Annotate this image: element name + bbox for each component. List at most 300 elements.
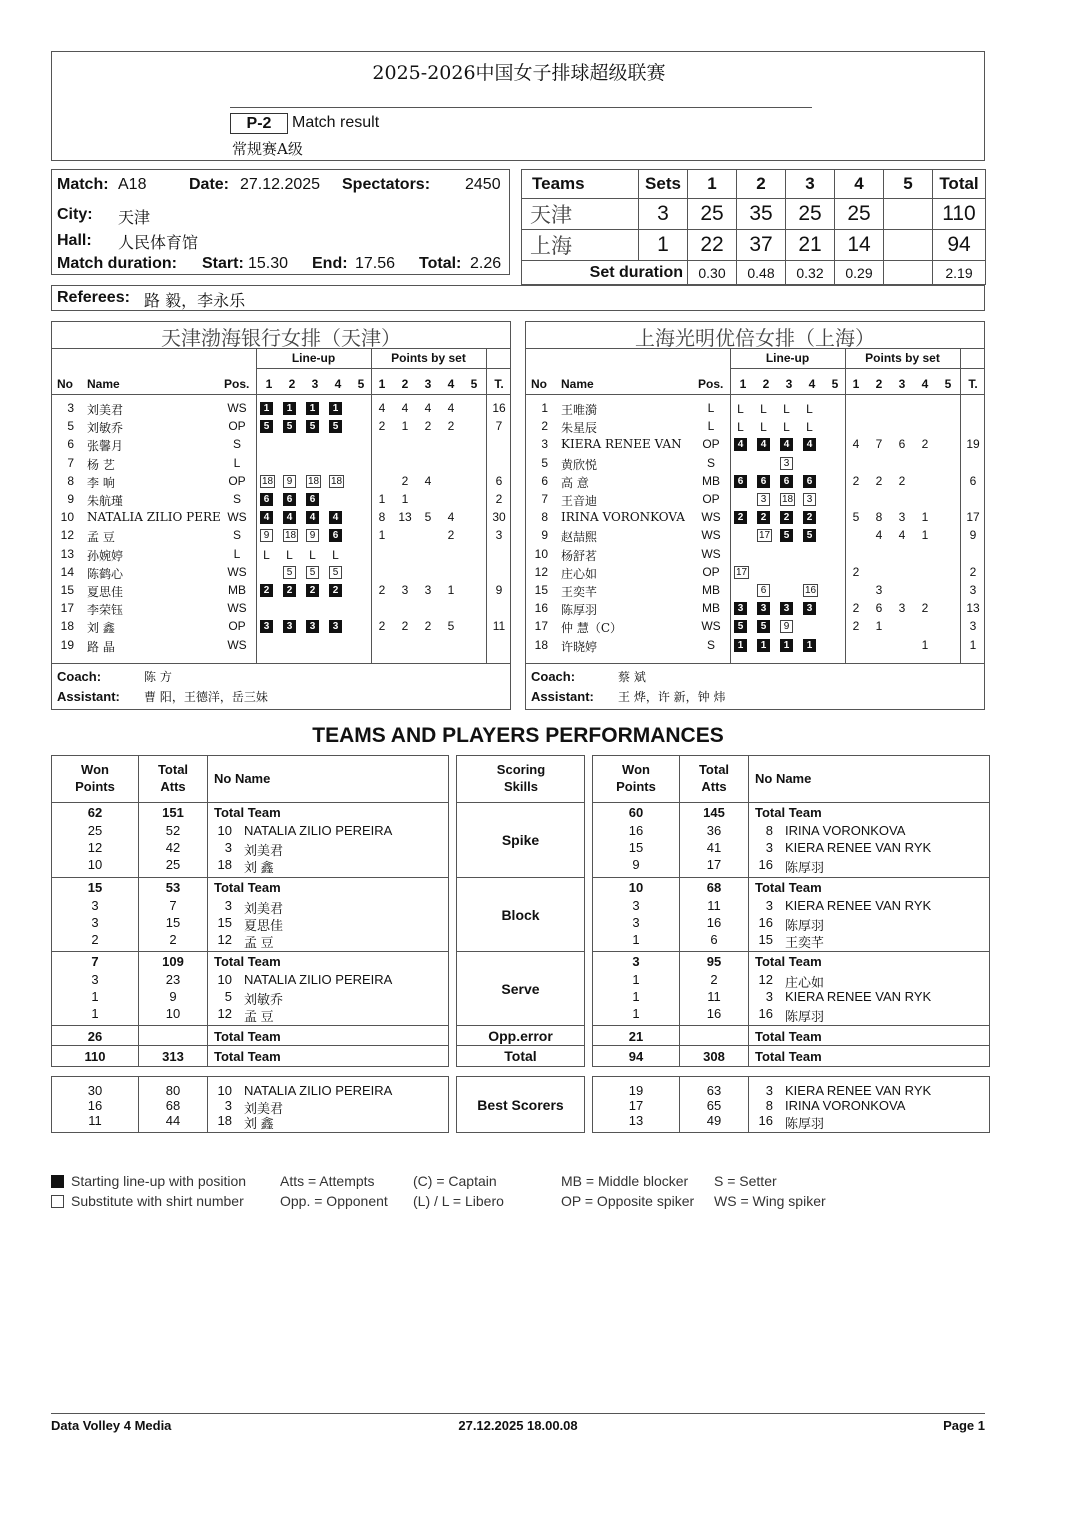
player-set-points: 2 (852, 619, 860, 634)
player-total-points: 19 (966, 437, 980, 452)
score-cell: 37 (737, 230, 786, 261)
lineup-starting-position: 4 (757, 438, 770, 451)
lineup-starting-position: 6 (803, 475, 816, 488)
perf-won-points: 3 (91, 972, 99, 987)
perf-player-name: 刘敏乔 (244, 992, 284, 1007)
perf-total-atts: 6 (710, 932, 718, 947)
player-total-points: 6 (495, 473, 503, 488)
player-number: 18 (60, 619, 74, 634)
lineup-starting-position: 4 (780, 438, 793, 451)
total-label: Total: (419, 255, 462, 272)
player-set-points: 4 (447, 510, 455, 525)
coach-divider (52, 663, 510, 664)
perf-won-points: 1 (632, 972, 640, 987)
lineup-starting-position: 5 (283, 420, 296, 433)
player-number: 7 (541, 492, 548, 506)
player-position: WS (701, 546, 721, 561)
score-cell (884, 230, 933, 261)
lineup-libero: L (760, 420, 767, 435)
score-header-set1: 1 (688, 170, 737, 199)
perf-won-points: 1 (91, 1006, 99, 1021)
scoring-skills-column (456, 755, 585, 1067)
legend-item: MB = Middle blocker (561, 1173, 689, 1189)
match-label: Match: (57, 176, 109, 193)
player-position: WS (227, 601, 247, 616)
player-set-points: 3 (898, 510, 906, 525)
perf-player-number: 12 (758, 972, 773, 987)
legend-item: (L) / L = Libero (413, 1193, 504, 1209)
lineup-starting-position: 5 (734, 620, 747, 633)
perf-player-name: KIERA RENEE VAN RYK (785, 989, 932, 1004)
referees-label: Referees: (57, 289, 130, 306)
city-value: 天津 (118, 208, 151, 227)
player-set-points: 2 (447, 528, 455, 543)
perf-player-number: 15 (758, 932, 773, 947)
player-position: WS (227, 637, 247, 652)
player-position: OP (702, 564, 720, 579)
perf-player-number: 5 (224, 989, 232, 1004)
perf-won-points: 12 (87, 840, 103, 855)
player-name: 路 晶 (87, 639, 115, 654)
total-atts: 313 (162, 1049, 184, 1064)
perf-player-name: IRINA VORONKOVA (785, 823, 906, 838)
lineup-starting-position: 2 (734, 511, 747, 524)
player-name: 张馨月 (87, 439, 124, 454)
team-title: 天津渤海银行女排（天津） (161, 326, 401, 350)
col-header-no: No (531, 377, 547, 391)
score-cell: 25 (835, 199, 884, 230)
lineup-substitute: 6 (757, 584, 770, 597)
column-divider (256, 348, 257, 663)
player-name: 朱星辰 (561, 421, 598, 436)
player-position: MB (228, 583, 246, 597)
player-total-points: 2 (495, 492, 503, 506)
perf-player-number: 3 (765, 898, 773, 913)
section-divider (593, 877, 989, 878)
date-label: Date: (189, 176, 230, 193)
col-header-lineup-set: 5 (357, 377, 365, 391)
perf-won-points: 3 (632, 954, 640, 969)
player-number: 2 (541, 419, 548, 434)
section-divider (457, 802, 584, 803)
player-name: 陈鹤心 (87, 566, 124, 581)
best-scorer-atts: 49 (706, 1113, 722, 1128)
player-number: 6 (541, 473, 548, 488)
away-performance-table (592, 755, 990, 1067)
player-set-points: 1 (447, 583, 455, 597)
column-divider (486, 348, 487, 663)
player-total-points: 11 (492, 619, 506, 634)
section-divider (457, 1045, 584, 1046)
best-scorer-name: 陈厚羽 (785, 1116, 825, 1131)
player-set-points: 2 (447, 419, 455, 434)
footer-software: Data Volley 4 Media (51, 1418, 172, 1433)
lineup-substitute: 5 (329, 566, 342, 579)
header-no-name: No Name (755, 771, 812, 786)
skill-label: Spike (501, 832, 540, 848)
player-number: 8 (541, 510, 548, 525)
player-position: S (706, 637, 715, 652)
player-position: MB (702, 601, 720, 616)
perf-player-name: Total Team (755, 954, 822, 969)
set-duration-cell: 0.30 (688, 261, 737, 285)
best-scorer-number: 8 (765, 1098, 773, 1113)
assistant-label: Assistant: (57, 689, 120, 704)
player-total-points: 17 (966, 510, 980, 525)
lineup-starting-position: 5 (329, 420, 342, 433)
player-set-points: 7 (875, 437, 883, 452)
player-number: 1 (541, 401, 548, 415)
player-number: 19 (60, 637, 74, 652)
column-divider (748, 1077, 749, 1132)
player-name: 李 响 (87, 475, 115, 490)
col-header-points-set: 1 (378, 377, 386, 391)
col-header-pos: Pos. (698, 377, 724, 391)
perf-total-atts: 36 (706, 823, 722, 838)
lineup-libero: L (286, 547, 293, 562)
lineup-starting-position: 3 (734, 602, 747, 615)
player-set-points: 1 (378, 492, 386, 506)
player-total-points: 1 (969, 637, 977, 652)
total-points: 94 (628, 1049, 644, 1064)
score-team-home: 天津 (522, 199, 639, 230)
column-divider (679, 1077, 680, 1132)
col-header-total: T. (494, 377, 504, 391)
set-duration-cell: 0.32 (786, 261, 835, 285)
perf-player-name: KIERA RENEE VAN RYK (785, 898, 932, 913)
lineup-starting-position: 4 (329, 511, 342, 524)
lineup-substitute: 9 (306, 529, 319, 542)
best-scorer-points: 30 (87, 1083, 103, 1098)
col-header-lineup-set: 2 (288, 377, 296, 391)
best-scorer-points: 16 (87, 1098, 103, 1113)
best-scorer-number: 18 (217, 1113, 232, 1128)
player-total-points: 13 (966, 601, 980, 616)
perf-player-name: 陈厚羽 (785, 860, 825, 875)
player-number: 17 (534, 619, 548, 634)
header-no-name: No Name (214, 771, 271, 786)
lineup-substitute: 3 (780, 457, 793, 470)
total-value: 2.26 (470, 255, 502, 272)
skill-label: Block (501, 907, 540, 923)
player-set-points: 2 (401, 619, 409, 634)
header-total-atts: Total Atts (157, 762, 189, 794)
best-scorer-points: 17 (628, 1098, 644, 1113)
col-header-points-set: 5 (944, 377, 952, 391)
lineup-starting-position: 1 (734, 639, 747, 652)
lineup-starting-position: 6 (260, 493, 273, 506)
player-total-points: 3 (495, 528, 503, 543)
player-name: 陈厚羽 (561, 603, 598, 618)
col-header-lineup-set: 4 (808, 377, 816, 391)
perf-total-atts: 109 (162, 954, 184, 969)
lineup-starting-position: 3 (260, 620, 273, 633)
lineup-starting-position: 6 (329, 529, 342, 542)
col-header-no: No (57, 377, 73, 391)
player-name: 夏思佳 (87, 585, 124, 599)
perf-total-atts: 16 (706, 915, 722, 930)
match-info-box (51, 169, 510, 275)
player-position: MB (702, 473, 720, 488)
points-by-set-header: Points by set (391, 351, 466, 365)
col-header-lineup-set: 1 (739, 377, 747, 391)
col-header-points-set: 5 (470, 377, 478, 391)
legend (51, 1173, 951, 1217)
lineup-starting-position: 1 (757, 639, 770, 652)
lineup-starting-position: 5 (803, 529, 816, 542)
start-value: 15.30 (248, 255, 289, 272)
legend-item: S = Setter (714, 1173, 777, 1189)
player-set-points: 8 (378, 510, 386, 525)
best-scorer-points: 11 (88, 1113, 102, 1128)
perf-player-number: 10 (217, 972, 232, 987)
col-header-name: Name (87, 377, 120, 391)
lineup-starting-position: 2 (306, 584, 319, 597)
score-header-set3: 3 (786, 170, 835, 199)
end-value: 17.56 (355, 255, 396, 272)
player-number: 10 (534, 546, 548, 561)
doc-code: P-2 (230, 113, 288, 134)
perf-player-name: 陈厚羽 (785, 918, 825, 933)
perf-player-number: 12 (217, 1006, 232, 1021)
player-position: OP (702, 437, 720, 452)
perf-won-points: 7 (91, 954, 99, 969)
lineup-starting-position: 3 (803, 602, 816, 615)
best-scorers-label-box (456, 1076, 585, 1133)
player-set-points: 3 (424, 583, 432, 597)
player-number: 9 (541, 528, 548, 543)
player-set-points: 1 (921, 637, 929, 652)
player-set-points: 4 (424, 473, 432, 488)
header-won-points: Won Points (75, 762, 115, 794)
player-name: 仲 慧（C） (561, 621, 622, 636)
player-position: S (706, 455, 715, 470)
column-divider (845, 348, 846, 663)
best-scorer-atts: 44 (165, 1113, 181, 1128)
perf-player-number: 3 (224, 840, 232, 855)
player-set-points: 8 (875, 510, 883, 525)
col-header-lineup-set: 3 (785, 377, 793, 391)
col-header-name: Name (561, 377, 594, 391)
player-number: 17 (60, 601, 74, 616)
player-name: 高 意 (561, 475, 589, 490)
player-set-points: 2 (378, 583, 386, 597)
section-divider (52, 1045, 448, 1046)
perf-total-atts: 23 (165, 972, 181, 987)
header-total-atts: Total Atts (698, 762, 730, 794)
player-total-points: 16 (492, 401, 506, 415)
player-set-points: 2 (378, 419, 386, 434)
coach-label: Coach: (57, 669, 102, 684)
lineup-starting-position: 6 (306, 493, 319, 506)
best-scorer-atts: 80 (165, 1083, 181, 1098)
player-number: 18 (534, 637, 548, 652)
perf-won-points: 25 (87, 823, 103, 838)
score-cell: 25 (786, 199, 835, 230)
legend-item: Atts = Attempts (280, 1173, 375, 1189)
score-cell: 94 (933, 230, 986, 261)
score-header-set5: 5 (884, 170, 933, 199)
lineup-starting-position: 3 (757, 602, 770, 615)
lineup-starting-position: 5 (780, 529, 793, 542)
score-header-set4: 4 (835, 170, 884, 199)
lineup-substitute: 16 (805, 585, 817, 596)
lineup-libero: L (737, 402, 744, 416)
perf-player-name: 夏思佳 (244, 918, 284, 933)
lineup-starting-position: 2 (803, 511, 816, 524)
player-set-points: 4 (378, 401, 386, 415)
score-header-teams: Teams (522, 170, 639, 199)
perf-total-atts: 11 (707, 898, 721, 913)
player-set-points: 2 (898, 473, 906, 488)
player-name: NATALIA ZILIO PERE (87, 510, 221, 525)
doc-title: Match result (292, 114, 380, 131)
perf-player-name: Total Team (214, 954, 281, 969)
perf-total-atts: 151 (162, 805, 184, 820)
total-label: Total Team (214, 1049, 281, 1064)
title-divider (52, 348, 510, 349)
player-position: S (232, 528, 241, 543)
lineup-libero: L (332, 547, 339, 562)
player-name: 许晓婷 (561, 639, 598, 654)
lineup-libero: L (737, 420, 744, 435)
lineup-starting-position: 6 (780, 475, 793, 488)
perf-player-number: 16 (758, 857, 773, 872)
home-team-roster (51, 321, 511, 710)
perf-player-number: 10 (217, 823, 232, 838)
player-name: KIERA RENEE VAN (561, 437, 682, 452)
perf-player-name: 陈厚羽 (785, 1009, 825, 1024)
player-number: 13 (60, 546, 74, 561)
perf-player-name: 王奕芊 (785, 935, 825, 950)
perf-total-atts: 53 (165, 880, 181, 895)
perf-total-atts: 25 (165, 857, 181, 872)
player-set-points: 1 (921, 528, 929, 543)
player-position: WS (227, 564, 247, 579)
player-name: 王音迪 (561, 494, 598, 508)
perf-player-name: Total Team (214, 805, 281, 820)
best-scorer-points: 13 (628, 1113, 644, 1128)
col-header-lineup-set: 1 (265, 377, 273, 391)
team-title: 上海光明优倍女排（上海） (635, 326, 875, 350)
referees-names: 路 毅，李永乐 (144, 291, 246, 310)
footer-timestamp: 27.12.2025 18.00.08 (458, 1418, 578, 1433)
header-box (51, 51, 985, 161)
lineup-substitute: 17 (759, 530, 771, 542)
player-set-points: 2 (921, 601, 929, 616)
perf-total-atts: 15 (165, 915, 181, 930)
group-header-divider (730, 368, 984, 369)
opp-error-points: 26 (87, 1029, 103, 1044)
perf-player-name: KIERA RENEE VAN RYK (785, 840, 932, 855)
lineup-starting-position: 6 (757, 475, 770, 488)
perf-won-points: 3 (632, 898, 640, 913)
championship-title: 2025-2026中国女子排球超级联赛 (372, 62, 666, 84)
col-header-points-set: 4 (921, 377, 929, 391)
player-set-points: 6 (875, 601, 883, 616)
perf-player-number: 15 (217, 915, 232, 930)
perf-player-number: 3 (765, 840, 773, 855)
player-number: 14 (60, 564, 74, 579)
lineup-substitute: 5 (283, 566, 296, 579)
player-set-points: 6 (898, 437, 906, 452)
player-set-points: 1 (378, 528, 386, 543)
player-total-points: 7 (495, 419, 503, 434)
player-set-points: 2 (424, 419, 432, 434)
opp-error-label: Total Team (214, 1029, 281, 1044)
player-name: 刘美君 (87, 403, 124, 417)
score-cell: 1 (639, 230, 688, 261)
lineup-starting-position: 2 (283, 584, 296, 597)
starting-lineup-legend-icon (51, 1175, 64, 1188)
section-divider (593, 951, 989, 952)
footer-divider (51, 1413, 985, 1414)
lineup-starting-position: 6 (734, 475, 747, 488)
player-number: 15 (534, 583, 548, 597)
score-header-total: Total (933, 170, 986, 199)
coach-name: 蔡 斌 (618, 670, 646, 684)
total-label: Total Team (755, 1049, 822, 1064)
perf-won-points: 2 (91, 932, 99, 947)
player-number: 10 (60, 510, 74, 525)
perf-player-name: 孟 豆 (244, 935, 274, 950)
player-number: 12 (60, 528, 74, 543)
player-position: L (233, 546, 241, 561)
header-divider (526, 394, 984, 395)
perf-total-atts: 11 (707, 989, 721, 1004)
player-total-points: 30 (492, 510, 506, 525)
section-divider (593, 1025, 989, 1026)
header-divider (52, 394, 510, 395)
section-divider (593, 802, 989, 803)
player-number: 9 (67, 492, 74, 506)
player-name: 朱航瑾 (87, 494, 124, 508)
best-scorer-name: IRINA VORONKOVA (785, 1098, 906, 1113)
score-cell: 22 (688, 230, 737, 261)
player-set-points: 2 (921, 437, 929, 452)
player-set-points: 2 (875, 473, 883, 488)
col-header-lineup-set: 3 (311, 377, 319, 391)
player-name: 赵喆熙 (561, 530, 598, 545)
lineup-starting-position: 4 (306, 511, 319, 524)
away-team-roster (525, 321, 985, 710)
best-scorer-number: 3 (765, 1083, 773, 1098)
set-duration-label: Set duration (522, 261, 688, 285)
perf-total-atts: 16 (706, 1006, 722, 1021)
lineup-substitute: 18 (308, 475, 320, 487)
perf-total-atts: 9 (169, 989, 177, 1004)
lineup-libero: L (806, 402, 813, 416)
perf-won-points: 3 (632, 915, 640, 930)
city-label: City: (57, 206, 93, 223)
opp-error-label: Total Team (755, 1029, 822, 1044)
player-set-points: 2 (401, 473, 409, 488)
end-label: End: (312, 255, 348, 272)
player-set-points: 1 (875, 619, 883, 634)
title-divider (526, 348, 984, 349)
perf-player-name: NATALIA ZILIO PEREIRA (244, 823, 393, 838)
legend-item: WS = Wing spiker (714, 1193, 826, 1209)
player-name: 刘 鑫 (87, 621, 115, 636)
perf-player-name: 刘美君 (244, 843, 284, 858)
player-set-points: 13 (398, 510, 412, 525)
perf-player-name: Total Team (214, 880, 281, 895)
assistant-label: Assistant: (531, 689, 594, 704)
lineup-starting-position: 3 (283, 620, 296, 633)
perf-player-number: 12 (217, 932, 232, 947)
col-header-points-set: 4 (447, 377, 455, 391)
player-name: 黄欣悦 (561, 457, 598, 472)
